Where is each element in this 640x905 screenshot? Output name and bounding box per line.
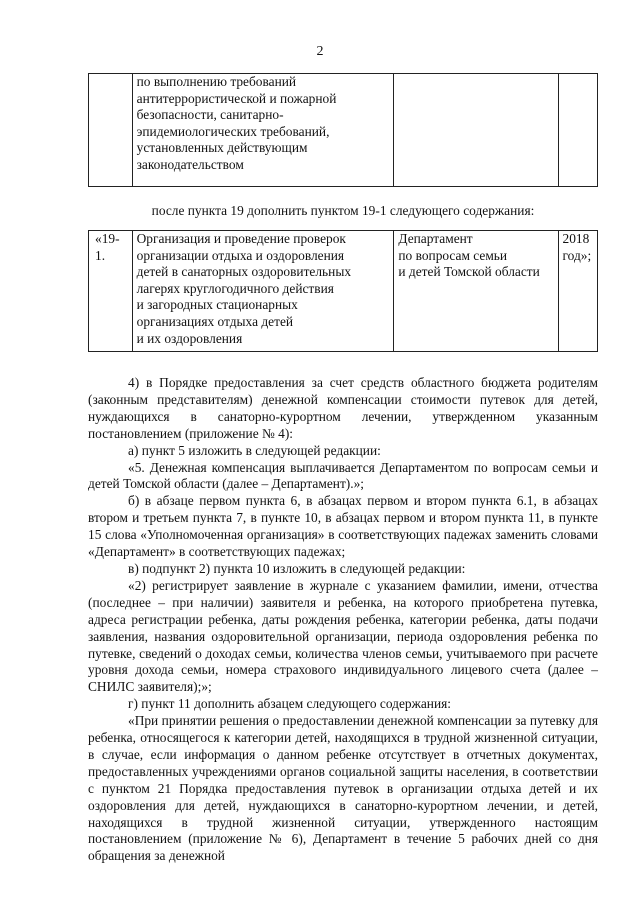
document-body — [88, 375, 598, 865]
paragraph: «При принятии решения о предоставлении денежной компенсации за путевку для ребенка, относящегося к категории детей, находящихся в трудной жизненной ситуации, в случае, если информация о данном ребенке отсутствует в отчетных документах, предоставленных учреждениями органов социальной защиты населения, в соответствии с пунктом 21 Порядка предоставления путевок в организации отдыха детей и их оздоровления для детей, нуждающихся в санаторно-курортном лечении, и детей, находящихся в трудной жизненной ситуации, утвержденного настоящим постановлением (приложение № 6), Департамент в течение 5 рабочих дней со дня обращения за денежной — [88, 713, 598, 864]
paragraph: «5. Денежная компенсация выплачивается Департаментом по вопросам семьи и детей Томской области (далее – Департамент).»; — [88, 459, 598, 492]
row-number-cell: «19-1. — [89, 231, 133, 352]
activity-line: детей в санаторных оздоровительных — [136, 264, 352, 280]
activity-line: установленных действующим — [136, 140, 308, 156]
deadline-line: год»; — [562, 247, 592, 263]
activity-line: и загородных стационарных — [136, 297, 298, 313]
paragraph: а) пункт 5 изложить в следующей редакции: — [128, 442, 381, 458]
responsible-cell — [394, 231, 558, 352]
activity-line: безопасности, санитарно- — [136, 107, 284, 123]
deadline-line: 2018 — [562, 231, 590, 246]
activity-cell — [132, 231, 394, 352]
page-number: 2 — [316, 44, 324, 59]
table-row — [89, 74, 598, 187]
activity-line: по выполнению требований — [136, 74, 297, 89]
activity-line: лагерях круглогодичного действия — [136, 280, 334, 296]
row-number-cell — [89, 74, 133, 187]
activity-line: антитеррористической и пожарной — [136, 90, 337, 106]
responsible-cell — [394, 74, 558, 187]
plan-table-new-item — [88, 230, 598, 352]
responsible-line: и детей Томской области — [398, 264, 540, 280]
deadline-cell — [558, 74, 597, 187]
activity-line: законодательством — [136, 156, 244, 172]
plan-table-continuation — [88, 73, 598, 187]
deadline-cell — [558, 231, 597, 352]
activity-cell — [132, 74, 394, 187]
table-row — [89, 231, 598, 352]
insert-instruction: после пункта 19 дополнить пунктом 19-1 следующего содержания: — [151, 203, 535, 218]
responsible-line: Департамент — [398, 231, 473, 246]
activity-line: Организация и проведение проверок — [136, 231, 346, 246]
paragraph: б) в абзаце первом пункта 6, в абзацах первом и втором пункта 6.1, в абзацах втором и третьем пункта 7, в пункте 10, в абзацах первом и втором пункта 11, в пункте 15 слова «Уполномоченная организация» в соответствующих падежах заменить словами «Департамент» в соответствующих падежах; — [88, 493, 598, 560]
responsible-line: по вопросам семьи — [398, 247, 508, 263]
paragraph: «2) регистрирует заявление в журнале с указанием фамилии, имени, отчества (последнее – при наличии) заявителя и ребенка, на которого приобретена путевка, адреса регистрации ребенка, даты рождения ребенка, категории ребенка, даты подачи заявления, названия оздоровительной организации, периода оздоровления ребенка по путевке, сведений о доходах семьи, количества членов семьи, учитываемого при расчете уровня дохода семьи, номера страхового индивидуального лицевого счета (далее – СНИЛС заявителя);»; — [88, 577, 598, 695]
paragraph: г) пункт 11 дополнить абзацем следующего содержания: — [128, 696, 452, 712]
activity-line: организации отдыха и оздоровления — [136, 247, 345, 263]
activity-line: организациях отдыха детей — [136, 313, 294, 329]
activity-line: эпидемиологических требований, — [136, 123, 330, 139]
paragraph: 4) в Порядке предоставления за счет средств областного бюджета родителям (законным представителям) денежной компенсации стоимости путевок для детей, нуждающихся в санаторно-курортном лечении, утвержденном указанным постановлением (приложение № 4): — [88, 375, 598, 441]
activity-line: и их оздоровления — [136, 330, 243, 346]
paragraph: в) подпункт 2) пункта 10 изложить в следующей редакции: — [128, 560, 466, 576]
